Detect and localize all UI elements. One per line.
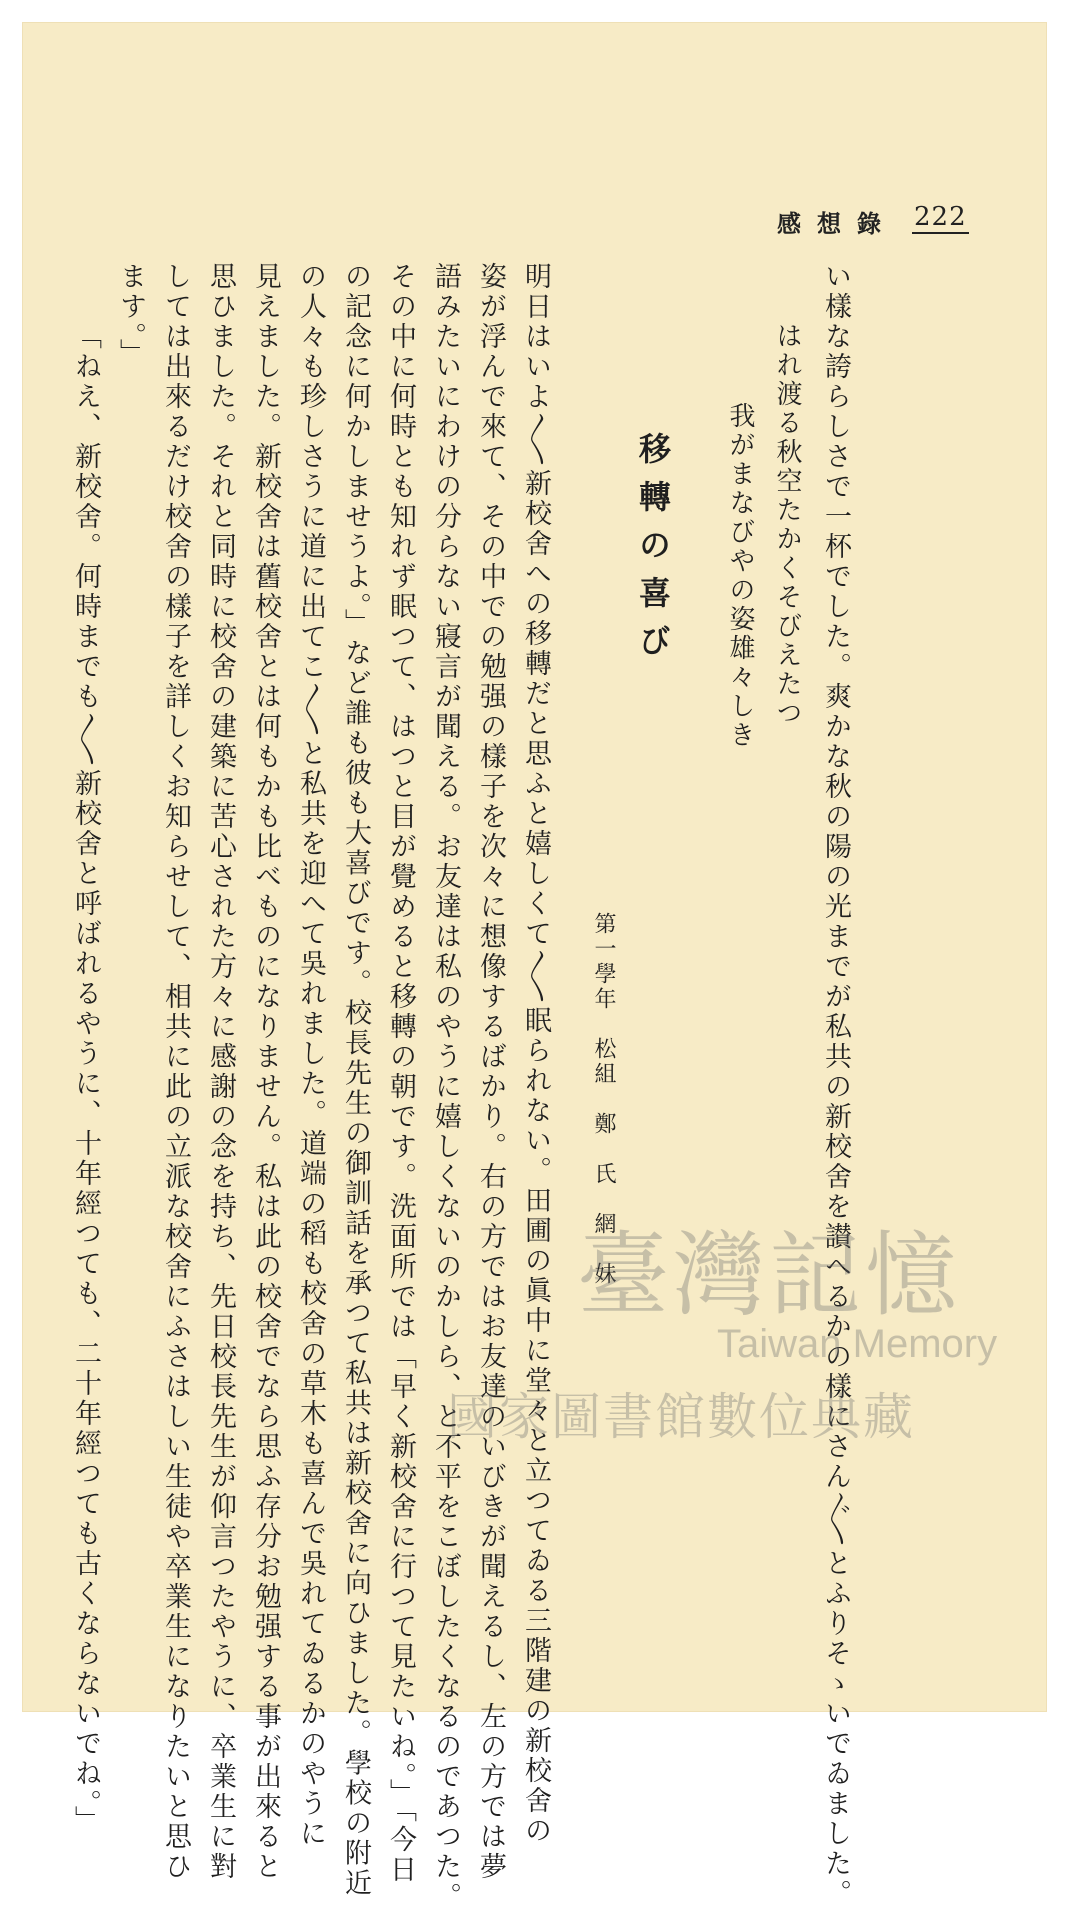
page-number: 222 — [914, 202, 967, 232]
library-watermark — [447, 1202, 1007, 1452]
watermark-library-text: 國家圖書館數位典藏 — [447, 1388, 915, 1446]
page-header — [22, 200, 1047, 240]
body-text-column: ます。」 — [115, 262, 146, 369]
poem-line-1: はれ渡る秋空たかくそびえたつ — [772, 322, 802, 728]
watermark-english-text: Taiwan Memory — [717, 1322, 998, 1366]
body-text-column: 語みたいにわけの分らない寢言が聞える。お友達は私のやうに嬉しくないのかしら、と不平をこぼしたくなるのであつた。 — [430, 262, 461, 1912]
article-byline: 第一學年 松組 鄭 氏 網 妹 — [591, 912, 616, 1287]
watermark-cjk-text: 臺灣記憶 — [577, 1222, 962, 1329]
body-text-column: の記念に何かしませうよ。」など誰も彼も大喜びです。校長先生の御訓話を承つて私共は新校舍に向ひました。學校の附近 — [340, 262, 371, 1899]
body-text-column: その中に何時とも知れず眠つて、はつと目が覺めると移轉の朝です。洗面所では「早く新校舍に行つて見たいね。」「今日 — [385, 262, 416, 1885]
body-text-column: 姿が浮んで來て、その中での勉强の樣子を次々に想像するばかり。右の方ではお友達のいびきが聞えるし、左の方では夢 — [475, 262, 506, 1882]
article-title: 移轉の喜び — [634, 432, 672, 672]
body-text-column: 見えました。新校舍は舊校舍とは何もかも比べものになりません。私は此の校舍でなら思ふ存分お勉强する事が出來ると — [250, 262, 281, 1882]
book-page — [22, 22, 1047, 1912]
poem-line-2: 我がまなびやの姿雄々しき — [725, 402, 755, 750]
running-title: 感想錄 — [777, 209, 897, 238]
body-text-column: 思ひました。それと同時に校舍の建築に苦心された方々に感謝の念を持ち、先日校長先生が仰言つたやうに、卒業生に對 — [205, 262, 236, 1882]
body-text-column: 「ねえ、新校舍。何時までも〳〵新校舍と呼ばれるやうに、十年經つても、二十年經つても古くならないでね。」 — [70, 322, 101, 1836]
body-text-column: の人々も珍しさうに道に出てこ〳〵と私共を迎へて吳れました。道端の稻も校舍の草木も喜んで吳れてゐるかのやうに — [295, 262, 326, 1849]
body-text-column: しては出來るだけ校舍の樣子を詳しくお知らせして、相共に此の立派な校舍にふさはしい生徒や卒業生になりたいと思ひ — [160, 262, 191, 1882]
body-text-column: 明日はいよ〳〵新校舍への移轉だと思ふと嬉しくて〳〵眠られない。田圃の眞中に堂々と立つてゐる三階建の新校舍の — [520, 262, 551, 1846]
carryover-text-column: い樣な誇らしさで一杯でした。爽かな秋の陽の光までが私共の新校舍を讃へるかの樣にさん〴〵とふりそゝいでゐました。 — [820, 262, 851, 1909]
